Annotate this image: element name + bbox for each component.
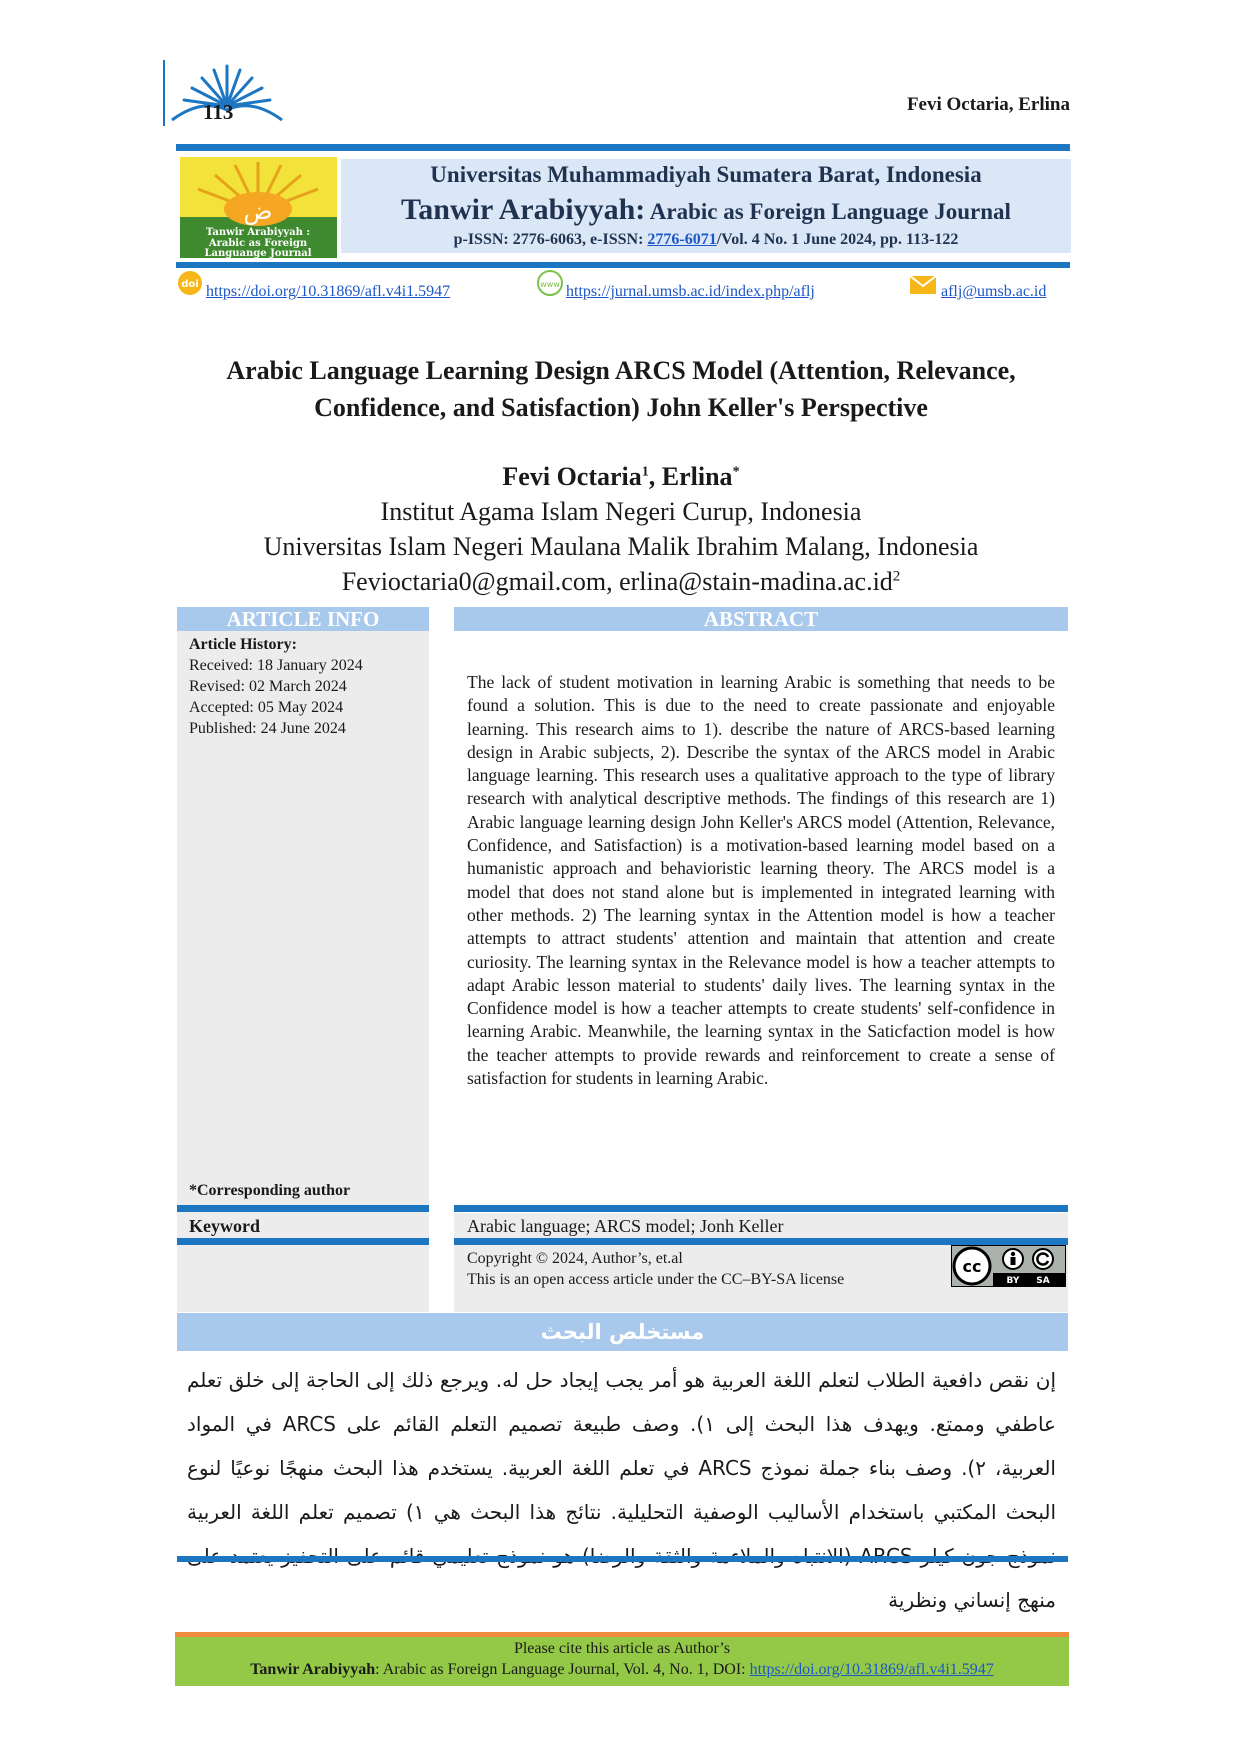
keyword-rule-left-top: [177, 1205, 429, 1212]
svg-text:cc: cc: [962, 1257, 982, 1276]
citation-line: Tanwir Arabiyyah: Arabic as Foreign Language Journal, Vol. 4, No. 1, DOI: https://doi.org/10.31869/afl.v4i1.5947: [250, 1661, 994, 1678]
keyword-label: Keyword: [189, 1216, 260, 1236]
doi-icon: [177, 270, 205, 296]
svg-text:Arabic as Foreign: Arabic as Foreign: [208, 238, 308, 249]
page-number: 113: [203, 100, 234, 124]
header-divider-bottom: [176, 262, 1070, 268]
keyword-rule-left-bottom: [177, 1238, 429, 1245]
university-name: Universitas Muhammadiyah Sumatera Barat, Indonesia: [430, 162, 982, 187]
header-divider-top: [176, 144, 1070, 151]
author-list: Fevi Octaria$^1$, Erlina*: [502, 462, 740, 491]
arabic-abstract-header: مستخلص البحث: [177, 1313, 1068, 1351]
web-icon: [536, 270, 566, 296]
corresponding-author-note: *Corresponding author: [189, 1182, 351, 1199]
svg-text:doi: doi: [181, 279, 199, 290]
keyword-rule-right-top: [454, 1205, 1068, 1212]
article-info-header: ARTICLE INFO: [177, 607, 429, 631]
received-date: Received: 18 January 2024: [189, 657, 363, 674]
author-emails: Fevioctaria0@gmail.com, $erlina@stain-madina.ac.id^2$: [341, 567, 901, 596]
svg-text:SA: SA: [1036, 1276, 1050, 1286]
running-header-authors: Fevi Octaria, Erlina: [906, 94, 1070, 115]
article-title: Arabic Language Learning Design ARCS Model (Attention, Relevance, Confidence, and Satisfaction) John Keller's Perspective: [226, 356, 1016, 422]
abstract-header: ABSTRACT: [454, 607, 1068, 631]
svg-text:Tanwir Arabiyyah :: Tanwir Arabiyyah :: [205, 227, 311, 238]
journal-logo: [180, 157, 337, 258]
svg-text:BY: BY: [1006, 1276, 1020, 1286]
doi-link[interactable]: https://doi.org/10.31869/afl.v4i1.5947: [206, 283, 451, 300]
svg-text:ض: ض: [243, 197, 273, 225]
citation-intro: Please cite this article as Author’s: [513, 1640, 731, 1657]
eissn-link[interactable]: 2776-6071: [647, 231, 717, 248]
arabic-abstract-bottom-rule: [177, 1556, 1068, 1562]
issn-line: p-ISSN: 2776-6063, e-ISSN: 2776-6071/Vol. 4 No. 1 June 2024, pp. 113-122: [453, 231, 959, 248]
published-date: Published: 24 June 2024: [189, 720, 346, 737]
arabic-abstract-text: إن نقص دافعية الطلاب لتعلم اللغة العربية هو أمر يجب إيجاد حل له. ويرجع ذلك إلى الحاجة إلى خلق تعلم عاطفي وممتع. ويهدف هذا البحث إلى ١). وصف طبيعة تصميم التعلم القائم على ARCS في المواد العربية، ٢). وصف بناء جملة نموذج ARCS في تعلم اللغة العربية. يستخدم هذا البحث منهجًا نوعيًا لنوع البحث المكتبي باستخدام الأساليب الوصفية التحليلية. نتائج هذا البحث هي ١) تصميم تعلم اللغة العربية منهج إنساني ونظرية: [187, 1368, 1057, 1612]
accepted-date: Accepted: 05 May 2024: [189, 699, 344, 716]
abstract-text: The lack of student motivation in learning Arabic is something that needs to be found a solution. This is due to the need to create passionate and enjoyable learning. This research aims to 1). describe the nature of ARCS-based learning design in Arabic subjects, 2). Describe the syntax of the ARCS model in Arabic language learning. This research uses a qualitative approach to the type of library research with analytical descriptive methods. The findings of this research are 1) Arabic language learning design John Keller's ARCS model (Attention, Relevance, Confidence, and Satisfaction) is a motivation-based learning model based on a humanistic approach and behavioristic learning theory. The ARCS model is a model that does not stand alone but is implemented in integrated learning with other methods. 2) The learning syntax in the Attention model is how a teacher attempts to attract students' attention and maintain that attention and create curiosity. The learning syntax in the Relevance model is how a teacher attempts to adapt Arabic lesson material to students' daily lives. The learning syntax in the Confidence model is how a teacher attempts to create students' self-confidence in learning Arabic. Meanwhile, the learning syntax in the Saticfaction model is how the teacher attempts to provide rewards and reinforcement to create a sense of satisfaction for students in learning Arabic.: [467, 672, 1055, 1089]
cc-by-sa-license-icon[interactable]: [951, 1245, 1066, 1287]
revised-date: Revised: 02 March 2024: [189, 678, 347, 695]
article-history: Article History: Received: 18 January 2024 Revised: 02 March 2024 Accepted: 05 May 2024 Published: 24 June 2024: [189, 636, 363, 737]
email-icon: [908, 270, 938, 296]
copyright-notice: Copyright © 2024, Author’s, et.al This is an open access article under the CC–BY-SA license: [467, 1250, 845, 1288]
keyword-rule-right-bottom: [454, 1238, 1068, 1245]
keywords: Arabic language; ARCS model; Jonh Keller: [467, 1216, 784, 1236]
affiliation-1: Institut Agama Islam Negeri Curup, Indonesia: [380, 497, 862, 526]
svg-text:www: www: [540, 280, 560, 289]
journal-title: Tanwir Arabiyyah: Arabic as Foreign Language Journal: [401, 193, 1011, 226]
affiliation-2: Universitas Islam Negeri Maulana Malik Ibrahim Malang, Indonesia: [263, 532, 979, 561]
citation-doi-link[interactable]: https://doi.org/10.31869/afl.v4i1.5947: [749, 1661, 994, 1678]
journal-email-link[interactable]: aflj@umsb.ac.id: [941, 283, 1047, 300]
journal-website-link[interactable]: https://jurnal.umsb.ac.id/index.php/aflj: [566, 283, 815, 300]
svg-text:Languange Journal: Languange Journal: [204, 248, 312, 258]
